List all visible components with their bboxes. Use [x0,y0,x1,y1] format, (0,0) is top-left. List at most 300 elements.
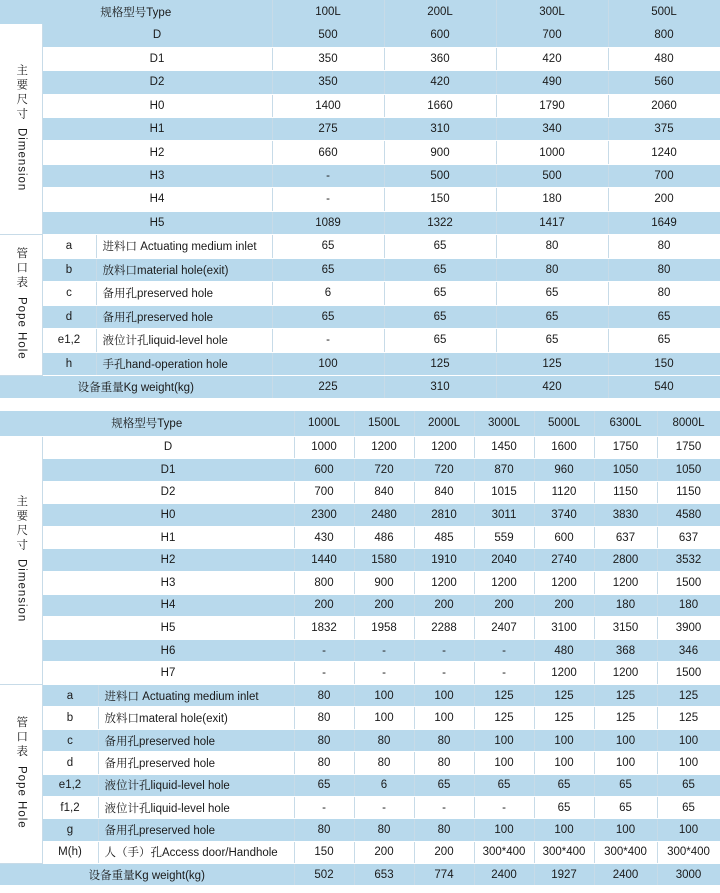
dimension-row [0,71,720,94]
dimension-value: 600 [294,459,354,482]
dimension-value: 960 [534,459,594,482]
pipe-value: 100 [354,707,414,729]
pipe-value: 300*400 [594,841,657,863]
dimension-label: H0 [42,504,294,527]
pipe-value: 125 [534,707,594,729]
pipe-value: 125 [657,685,720,707]
group-label-cn: 管口表 [15,247,28,291]
dimension-label: H7 [42,662,294,685]
dimension-label: H5 [42,617,294,640]
pipe-value: 6 [272,282,384,306]
pipe-value: 125 [496,352,608,376]
pipe-value: 200 [414,841,474,863]
pipe-value: 150 [608,352,720,376]
pipe-value: 65 [384,329,496,353]
group-label-cn: 主要尺寸 [15,63,28,122]
pipe-value: 100 [534,729,594,751]
pipe-value: 80 [354,819,414,841]
dimension-value: 1050 [657,459,720,482]
pipe-row [0,707,720,729]
dimension-value: 2040 [474,549,534,572]
dimension-value: 1000 [496,141,608,164]
pipe-value: 65 [534,774,594,796]
pipe-value: 125 [474,685,534,707]
dimension-row [0,639,720,662]
dimension-value: 200 [414,594,474,617]
pipe-value: 300*400 [657,841,720,863]
pipe-code: a [42,235,96,259]
dimension-value: 3532 [657,549,720,572]
dimension-label: H5 [42,211,272,234]
pipe-description: 液位计孔liquid-level hole [98,774,294,796]
dimension-value: 180 [657,594,720,617]
group-label-en: Pope Hole [15,765,28,829]
dimension-value: 340 [496,118,608,141]
dimension-value: 700 [496,24,608,47]
pipe-description: 放料口material hole(exit) [96,258,272,282]
weight-value: 310 [384,376,496,399]
pipe-value: 100 [354,685,414,707]
weight-value: 420 [496,376,608,399]
pipe-group-label [0,685,42,864]
dimension-value: - [294,662,354,685]
type-header: 规格型号Type [0,0,272,24]
pipe-value: 80 [354,752,414,774]
dimension-value: 3900 [657,617,720,640]
dimension-value: 1910 [414,549,474,572]
pipe-value: 80 [414,752,474,774]
dimension-value: 486 [354,526,414,549]
dimension-row [0,141,720,164]
pipe-description: 液位计孔liquid-level hole [96,329,272,353]
pipe-description: 放料口materal hole(exit) [98,707,294,729]
weight-row [0,864,720,886]
dimension-value: 368 [594,639,657,662]
pipe-value: 65 [496,305,608,329]
dimension-row [0,526,720,549]
dimension-label: D2 [42,481,294,504]
dimension-value: 3011 [474,504,534,527]
dimension-label: H3 [42,572,294,595]
pipe-value: 80 [294,685,354,707]
dimension-row [0,572,720,595]
dimension-value: 1500 [657,662,720,685]
pipe-value: 80 [414,729,474,751]
dimension-label: D1 [42,47,272,70]
pipe-value: 100 [474,752,534,774]
dimension-label: D2 [42,71,272,94]
pipe-row [0,329,720,353]
pipe-code: c [42,282,96,306]
dimension-value: 637 [657,526,720,549]
pipe-row [0,685,720,707]
dimension-value: 500 [496,164,608,187]
dimension-row [0,504,720,527]
dimension-value: 360 [384,47,496,70]
spec-table-large [0,411,720,886]
dimension-value: 350 [272,71,384,94]
dimension-value: 3740 [534,504,594,527]
dimension-value: 350 [272,47,384,70]
pipe-value: 80 [496,258,608,282]
dimension-value: 2060 [608,94,720,117]
pipe-row [0,305,720,329]
dimension-value: 1200 [414,572,474,595]
pipe-value: 65 [384,282,496,306]
pipe-description: 手孔hand-operation hole [96,352,272,376]
dimension-value: 200 [534,594,594,617]
vertical-label [14,495,27,622]
dimension-value: 420 [384,71,496,94]
pipe-row [0,796,720,818]
pipe-code: h [42,352,96,376]
pipe-row [0,819,720,841]
size-header: 1500L [354,411,414,436]
dimension-value: 600 [534,526,594,549]
size-header: 1000L [294,411,354,436]
pipe-value: - [474,796,534,818]
dimension-value: 1322 [384,211,496,234]
weight-label: 设备重量Kg weight(kg) [0,864,294,886]
group-label-en: Dimension [15,559,28,623]
pipe-value: 80 [414,819,474,841]
pipe-value: 100 [474,819,534,841]
dimension-label: H2 [42,549,294,572]
dimension-row [0,94,720,117]
group-label-cn: 主要尺寸 [15,495,28,554]
dimension-value: 480 [608,47,720,70]
pipe-value: 65 [608,305,720,329]
dimension-value: 2810 [414,504,474,527]
dimension-value: 1450 [474,436,534,459]
weight-value: 1927 [534,864,594,886]
weight-label: 设备重量Kg weight(kg) [0,376,272,399]
pipe-value: 100 [594,729,657,751]
pipe-value: 65 [657,774,720,796]
size-header: 2000L [414,411,474,436]
pipe-value: 150 [294,841,354,863]
pipe-value: 125 [594,707,657,729]
pipe-code: d [42,305,96,329]
spec-table-small [0,0,720,25]
dimension-label: H4 [42,188,272,211]
dimension-value: 1089 [272,211,384,234]
dimension-row [0,211,720,234]
dimension-value: 200 [354,594,414,617]
dimension-value: 275 [272,118,384,141]
pipe-row [0,752,720,774]
pipe-value: - [294,796,354,818]
dimension-label: H1 [42,118,272,141]
pipe-value: 100 [657,752,720,774]
dimension-value: 2300 [294,504,354,527]
pipe-description: 人（手）孔Access door/Handhole [98,841,294,863]
dimension-value: - [272,164,384,187]
pipe-value: 65 [496,282,608,306]
dimension-value: 1120 [534,481,594,504]
dimension-value: 1400 [272,94,384,117]
pipe-row [0,774,720,796]
dimension-value: 2288 [414,617,474,640]
vertical-label [14,64,27,191]
weight-value: 2400 [594,864,657,886]
dimension-value: - [474,639,534,662]
group-label-en: Dimension [15,127,28,192]
dimension-value: 637 [594,526,657,549]
pipe-value: 65 [384,258,496,282]
group-label-en: Pope Hole [15,296,28,360]
dimension-label: D [42,24,272,47]
dimension-label: D1 [42,459,294,482]
pipe-value: 300*400 [474,841,534,863]
pipe-value: 65 [272,235,384,259]
dimension-value: 346 [657,639,720,662]
dimension-value: 870 [474,459,534,482]
pipe-value: 65 [384,305,496,329]
dimension-value: - [474,662,534,685]
dimension-value: 200 [474,594,534,617]
pipe-value: 80 [354,729,414,751]
pipe-value: 65 [534,796,594,818]
dimension-group-label [0,436,42,685]
pipe-code: c [42,729,98,751]
weight-row [0,376,720,399]
pipe-value: 65 [608,329,720,353]
pipe-value: 80 [608,235,720,259]
header-row [0,411,720,436]
dimension-value: - [294,639,354,662]
dimension-row [0,118,720,141]
pipe-value: 100 [534,752,594,774]
weight-value: 2400 [474,864,534,886]
pipe-value: 65 [657,796,720,818]
size-header: 5000L [534,411,594,436]
pipe-value: 125 [657,707,720,729]
pipe-value: 125 [384,352,496,376]
dimension-value: 3100 [534,617,594,640]
pipe-description: 进料口 Actuating medium inlet [98,685,294,707]
dimension-value: 485 [414,526,474,549]
dimension-value: 559 [474,526,534,549]
dimension-value: 720 [414,459,474,482]
pipe-code: f1,2 [42,796,98,818]
dimension-value: 1200 [354,436,414,459]
dimension-row [0,188,720,211]
dimension-label: H3 [42,164,272,187]
dimension-value: 800 [294,572,354,595]
pipe-value: 100 [414,685,474,707]
pipe-value: 200 [354,841,414,863]
dimension-value: 1832 [294,617,354,640]
size-header: 8000L [657,411,720,436]
pipe-description: 备用孔preserved hole [98,729,294,751]
dimension-row [0,459,720,482]
dimension-value: 480 [534,639,594,662]
pipe-value: 80 [608,282,720,306]
pipe-value: 100 [594,752,657,774]
pipe-code: b [42,258,96,282]
dimension-value: - [414,662,474,685]
dimension-value: 1240 [608,141,720,164]
header-row [0,0,720,24]
pipe-code: e1,2 [42,329,96,353]
pipe-value: 65 [272,258,384,282]
size-header: 100L [272,0,384,24]
dimension-value: 1000 [294,436,354,459]
pipe-value: 80 [294,707,354,729]
dimension-value: 310 [384,118,496,141]
dimension-row [0,24,720,47]
spec-table-small-body [0,24,720,399]
weight-value: 225 [272,376,384,399]
dimension-row [0,594,720,617]
dimension-value: 900 [384,141,496,164]
dimension-value: 600 [384,24,496,47]
dimension-row [0,549,720,572]
size-header: 300L [496,0,608,24]
dimension-value: 1649 [608,211,720,234]
pipe-code: d [42,752,98,774]
weight-value: 502 [294,864,354,886]
dimension-value: 1660 [384,94,496,117]
dimension-value: 1750 [594,436,657,459]
pipe-value: 80 [294,729,354,751]
pipe-code: g [42,819,98,841]
pipe-value: 125 [474,707,534,729]
pipe-code: M(h) [42,841,98,863]
dimension-value: 1580 [354,549,414,572]
dimension-value: 1790 [496,94,608,117]
dimension-value: 500 [272,24,384,47]
pipe-row [0,352,720,376]
pipe-value: 65 [474,774,534,796]
pipe-value: 100 [657,729,720,751]
pipe-value: 125 [534,685,594,707]
dimension-value: 4580 [657,504,720,527]
dimension-value: - [354,662,414,685]
pipe-value: 6 [354,774,414,796]
dimension-value: 1600 [534,436,594,459]
dimension-row [0,617,720,640]
dimension-value: 1200 [594,572,657,595]
vertical-label [14,716,27,828]
dimension-value: 3150 [594,617,657,640]
weight-value: 653 [354,864,414,886]
pipe-description: 备用孔preserved hole [98,819,294,841]
vertical-label [14,247,27,359]
dimension-row [0,481,720,504]
pipe-value: 100 [474,729,534,751]
dimension-value: 2407 [474,617,534,640]
pipe-description: 备用孔preserved hole [96,305,272,329]
dimension-group-label [0,24,42,235]
dimension-value: 1750 [657,436,720,459]
pipe-value: 65 [594,796,657,818]
size-header: 3000L [474,411,534,436]
pipe-value: 80 [496,235,608,259]
dimension-value: 150 [384,188,496,211]
dimension-value: 560 [608,71,720,94]
pipe-row [0,282,720,306]
dimension-value: 180 [496,188,608,211]
dimension-value: 1050 [594,459,657,482]
size-header: 200L [384,0,496,24]
pipe-value: 100 [272,352,384,376]
pipe-value: 65 [496,329,608,353]
pipe-value: 300*400 [534,841,594,863]
pipe-value: 100 [414,707,474,729]
pipe-value: 80 [608,258,720,282]
dimension-value: 375 [608,118,720,141]
dimension-row [0,662,720,685]
dimension-label: H4 [42,594,294,617]
dimension-value: 840 [414,481,474,504]
dimension-value: 720 [354,459,414,482]
weight-value: 540 [608,376,720,399]
dimension-value: 1200 [414,436,474,459]
size-header: 6300L [594,411,657,436]
dimension-value: 420 [496,47,608,70]
pipe-row [0,729,720,751]
pipe-value: - [354,796,414,818]
pipe-description: 进料口 Actuating medium inlet [96,235,272,259]
dimension-value: 200 [294,594,354,617]
pipe-row [0,235,720,259]
type-header: 规格型号Type [0,411,294,436]
dimension-value: 2480 [354,504,414,527]
pipe-value: - [414,796,474,818]
dimension-value: 500 [384,164,496,187]
dimension-value: 3830 [594,504,657,527]
pipe-description: 备用孔preserved hole [98,752,294,774]
dimension-value: 490 [496,71,608,94]
weight-value: 774 [414,864,474,886]
pipe-row [0,258,720,282]
dimension-label: H1 [42,526,294,549]
pipe-row [0,841,720,863]
dimension-value: 660 [272,141,384,164]
dimension-value: 430 [294,526,354,549]
dimension-value: 1150 [594,481,657,504]
pipe-value: 65 [594,774,657,796]
pipe-value: 65 [384,235,496,259]
dimension-value: 2800 [594,549,657,572]
dimension-value: 800 [608,24,720,47]
dimension-value: 1150 [657,481,720,504]
dimension-value: 1440 [294,549,354,572]
dimension-label: H2 [42,141,272,164]
dimension-value: 1200 [534,662,594,685]
dimension-label: H0 [42,94,272,117]
dimension-value: 1417 [496,211,608,234]
pipe-value: 65 [272,305,384,329]
pipe-value: 65 [294,774,354,796]
pipe-value: 100 [534,819,594,841]
pipe-value: 80 [294,819,354,841]
weight-value: 3000 [657,864,720,886]
dimension-row [0,47,720,70]
dimension-label: H6 [42,639,294,662]
size-header: 500L [608,0,720,24]
pipe-value: 80 [294,752,354,774]
dimension-value: 1958 [354,617,414,640]
dimension-label: D [42,436,294,459]
dimension-value: 1015 [474,481,534,504]
pipe-code: e1,2 [42,774,98,796]
pipe-value: 65 [414,774,474,796]
dimension-value: - [272,188,384,211]
dimension-value: 1200 [534,572,594,595]
